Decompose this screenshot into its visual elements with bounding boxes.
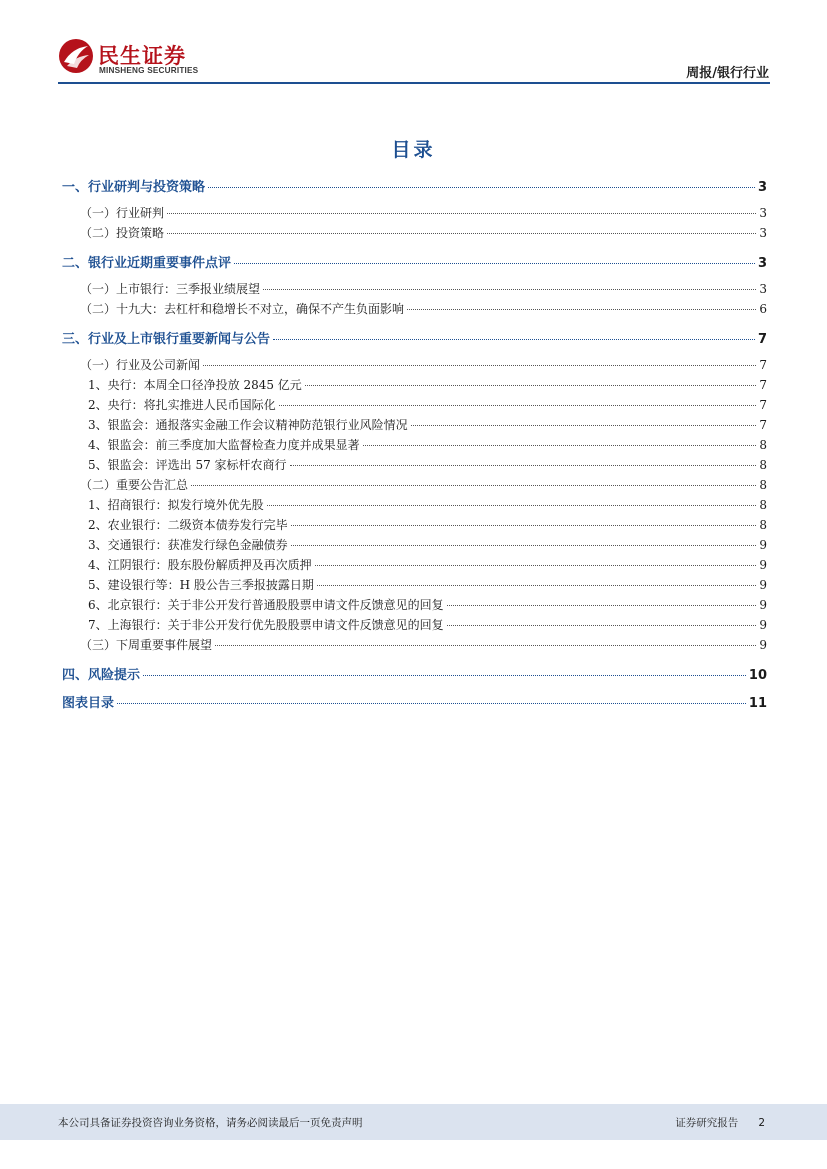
- toc-entry[interactable]: [62, 224, 767, 244]
- toc-entry[interactable]: [62, 616, 767, 636]
- toc-leader-dots: [203, 364, 756, 366]
- toc-entry-label: 2、农业银行：二级资本债券发行完毕: [88, 518, 288, 532]
- toc-leader-dots: [215, 644, 756, 646]
- toc-entry-label: 三、行业及上市银行重要新闻与公告: [62, 332, 271, 347]
- toc-entry[interactable]: [62, 516, 767, 536]
- toc-entry-label: 3、银监会：通报落实金融工作会议精神防范银行业风险情况: [88, 418, 408, 432]
- toc-entry-page: 3: [759, 282, 767, 296]
- toc-entry[interactable]: [62, 300, 767, 320]
- toc-entry[interactable]: [62, 252, 767, 272]
- logo-text-en: MINSHENG SECURITIES: [99, 66, 199, 75]
- toc-entry-page: 8: [759, 498, 767, 512]
- toc-entry-page: 3: [757, 256, 767, 271]
- toc-entry[interactable]: [62, 456, 767, 476]
- footer-disclaimer: 本公司具备证券投资咨询业务资格，请务必阅读最后一页免责声明: [58, 1117, 363, 1129]
- minsheng-logo: [58, 38, 218, 80]
- toc-entry-label: （一）行业研判: [80, 206, 165, 220]
- toc-entry-label: （一）行业及公司新闻: [80, 358, 201, 372]
- page-footer: [0, 1104, 827, 1140]
- toc-entry-page: 7: [759, 398, 767, 412]
- toc-entry-page: 3: [759, 206, 767, 220]
- toc-entry-page: 8: [759, 518, 767, 532]
- toc-leader-dots: [117, 702, 746, 704]
- toc-entry-page: 9: [759, 598, 767, 612]
- footer-right: [675, 1115, 765, 1130]
- toc-entry-label: 7、上海银行：关于非公开发行优先股股票申请文件反馈意见的回复: [88, 618, 444, 632]
- toc-entry-page: 8: [759, 478, 767, 492]
- toc-entry-page: 8: [759, 458, 767, 472]
- toc-entry[interactable]: [62, 280, 767, 300]
- toc-entry[interactable]: [62, 476, 767, 496]
- toc-leader-dots: [447, 624, 757, 626]
- toc-leader-dots: [317, 584, 756, 586]
- toc-leader-dots: [167, 212, 756, 214]
- toc-entry-label: 3、交通银行：获准发行绿色金融债券: [88, 538, 288, 552]
- toc-leader-dots: [267, 504, 757, 506]
- toc-leader-dots: [447, 604, 757, 606]
- toc-entry[interactable]: [62, 576, 767, 596]
- toc-leader-dots: [167, 232, 756, 234]
- toc-leader-dots: [291, 544, 757, 546]
- toc-leader-dots: [315, 564, 757, 566]
- toc-leader-dots: [191, 484, 756, 486]
- toc-entry-page: 3: [757, 180, 767, 195]
- toc-entry-label: 四、风险提示: [62, 668, 141, 683]
- toc-entry-page: 9: [759, 638, 767, 652]
- toc-entry-label: （三）下周重要事件展望: [80, 638, 213, 652]
- toc-entry-label: 二、银行业近期重要事件点评: [62, 256, 232, 271]
- minsheng-emblem-icon: [58, 38, 94, 74]
- toc-entry-label: 1、央行：本周全口径净投放 2845 亿元: [88, 378, 302, 392]
- toc-entry-label: （二）重要公告汇总: [80, 478, 189, 492]
- toc-entry-label: 2、央行：将扎实推进人民币国际化: [88, 398, 276, 412]
- toc-entry[interactable]: [62, 436, 767, 456]
- toc-entry-label: 5、银监会：评选出 57 家标杆农商行: [88, 458, 287, 472]
- toc-leader-dots: [143, 674, 746, 676]
- toc-entry[interactable]: [62, 636, 767, 656]
- toc-leader-dots: [279, 404, 757, 406]
- toc-entry-page: 7: [759, 418, 767, 432]
- toc-entry-page: 11: [748, 696, 767, 711]
- toc-entry-label: （二）投资策略: [80, 226, 165, 240]
- toc-entry-label: 4、江阴银行：股东股份解质押及再次质押: [88, 558, 312, 572]
- header-divider: [58, 82, 770, 84]
- toc-leader-dots: [273, 338, 755, 340]
- toc-entry-page: 9: [759, 618, 767, 632]
- toc-entry[interactable]: [62, 416, 767, 436]
- toc-entry-page: 8: [759, 438, 767, 452]
- toc-leader-dots: [263, 288, 756, 290]
- toc-entry[interactable]: [62, 556, 767, 576]
- toc-leader-dots: [234, 262, 755, 264]
- toc-entry-label: 一、行业研判与投资策略: [62, 180, 206, 195]
- toc-entry[interactable]: [62, 664, 767, 684]
- toc-entry-page: 7: [759, 358, 767, 372]
- toc-entry[interactable]: [62, 328, 767, 348]
- toc-entry[interactable]: [62, 204, 767, 224]
- toc-entry-page: 9: [759, 578, 767, 592]
- toc-entry[interactable]: [62, 496, 767, 516]
- toc-entry-label: 图表目录: [62, 696, 115, 711]
- toc-leader-dots: [208, 186, 755, 188]
- toc-leader-dots: [407, 308, 756, 310]
- page-number: 2: [758, 1117, 765, 1129]
- toc-entry-page: 6: [759, 302, 767, 316]
- toc-entry-label: 6、北京银行：关于非公开发行普通股股票申请文件反馈意见的回复: [88, 598, 444, 612]
- toc-leader-dots: [411, 424, 757, 426]
- toc-leader-dots: [290, 464, 757, 466]
- toc-leader-dots: [305, 384, 757, 386]
- toc-entry-page: 9: [759, 558, 767, 572]
- toc-entry[interactable]: [62, 692, 767, 712]
- toc-entry[interactable]: [62, 536, 767, 556]
- toc-entry-page: 3: [759, 226, 767, 240]
- toc-entry-label: 1、招商银行：拟发行境外优先股: [88, 498, 264, 512]
- toc-entry-label: 4、银监会：前三季度加大监督检查力度并成果显著: [88, 438, 360, 452]
- page-title: 目录: [391, 139, 436, 161]
- toc-entry[interactable]: [62, 396, 767, 416]
- toc-entry[interactable]: [62, 356, 767, 376]
- toc-leader-dots: [363, 444, 757, 446]
- toc-entry[interactable]: [62, 596, 767, 616]
- toc-entry-label: 5、建设银行等：H 股公告三季报披露日期: [88, 578, 314, 592]
- toc-entry-page: 10: [748, 668, 767, 683]
- logo-text-cn: 民生证券: [98, 44, 186, 68]
- toc-entry-page: 9: [759, 538, 767, 552]
- toc-entry-page: 7: [759, 378, 767, 392]
- report-type-label: 周报/银行行业: [686, 66, 769, 81]
- page-header: [0, 0, 827, 84]
- toc-entry-label: （二）十九大：去杠杆和稳增长不对立，确保不产生负面影响: [80, 302, 405, 316]
- toc-entry[interactable]: [62, 176, 767, 196]
- toc-entry-label: （一）上市银行：三季报业绩展望: [80, 282, 261, 296]
- toc-entry[interactable]: [62, 376, 767, 396]
- footer-doc-type: 证券研究报告: [675, 1117, 739, 1129]
- toc-leader-dots: [291, 524, 757, 526]
- toc-entry-page: 7: [757, 332, 767, 347]
